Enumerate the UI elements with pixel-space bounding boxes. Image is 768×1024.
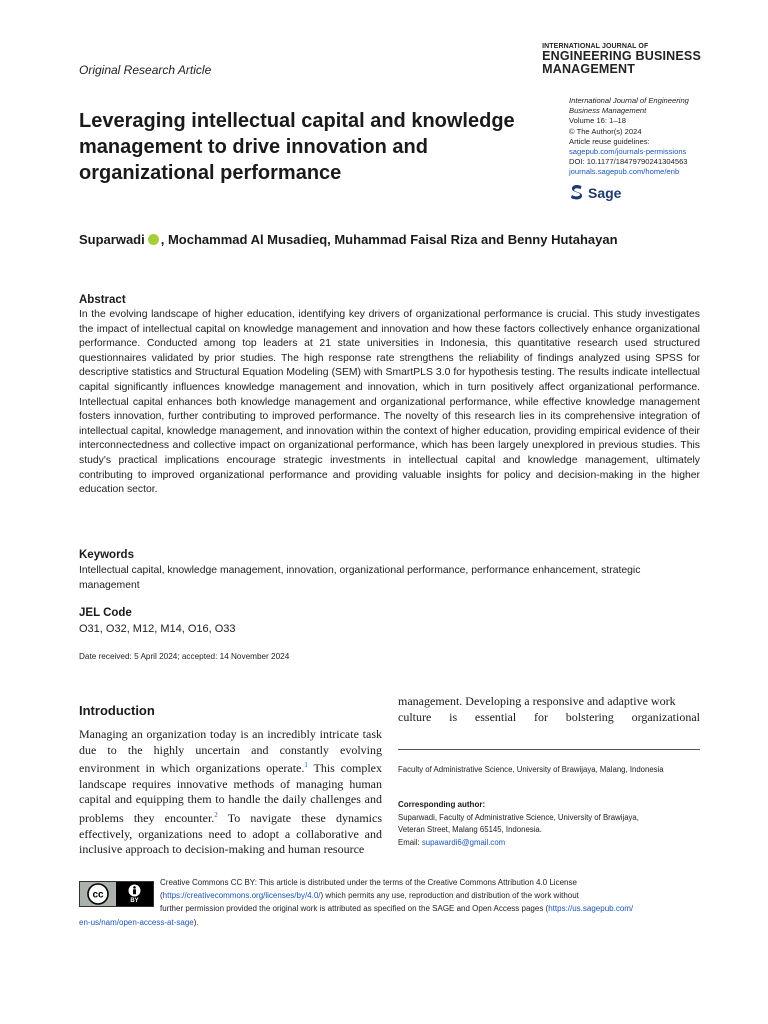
publisher-logo xyxy=(569,184,621,201)
dates-line: Date received: 5 April 2024; accepted: 14 November 2024 xyxy=(79,652,290,661)
orcid-icon[interactable] xyxy=(148,234,159,245)
corr-email-row xyxy=(398,837,700,849)
journal-brand-line3: MANAGEMENT xyxy=(542,61,636,76)
ref-2[interactable]: 2 xyxy=(214,810,218,819)
corr-line2: Veteran Street, Malang 65145, Indonesia. xyxy=(398,825,542,835)
abstract-heading: Abstract xyxy=(79,294,126,306)
intro-text-b: This complex landscape requires innovative methods of managing human capital and equipping them to handle the daily challenges and problems they encounter. xyxy=(79,761,382,825)
article-type: Original Research Article xyxy=(79,63,212,77)
license-line1: Creative Commons CC BY: This article is distributed under the terms of the Creative Commons Attribution 4.0 License xyxy=(160,878,577,887)
copyright: © The Author(s) 2024 xyxy=(569,126,642,136)
email-link[interactable]: supawardi6@gmail.com xyxy=(421,837,506,847)
introduction-heading: Introduction xyxy=(79,703,155,718)
journal-name-line1: International Journal of Engineering xyxy=(569,96,689,105)
corr-line1: Suparwadi, Faculty of Administrative Science, University of Brawijaya, xyxy=(398,813,639,822)
reuse-link[interactable]: sagepub.com/journals-permissions xyxy=(569,147,687,157)
keywords-text: Intellectual capital, knowledge management, innovation, organizational performance, performance enhancement, strategic management xyxy=(79,565,641,591)
introduction-paragraph xyxy=(79,727,382,858)
article-title: Leveraging intellectual capital and knowledge management to drive innovation and organizational performance xyxy=(79,110,515,184)
intro-text-c: To navigate these dynamics effectively, organizations need to adopt a collaborative and inclusive approach to decision-making and human resource xyxy=(79,810,383,857)
keywords-heading: Keywords xyxy=(79,549,134,561)
ref-1[interactable]: 1 xyxy=(304,761,308,770)
journal-link[interactable]: journals.sagepub.com/home/enb xyxy=(569,167,680,177)
license-line2: ) which permits any use, reproduction and distribution of the work without xyxy=(320,891,579,901)
footnote-divider xyxy=(398,749,700,750)
journal-brand-line2: ENGINEERING BUSINESS xyxy=(542,49,701,63)
volume: Volume 16: 1–18 xyxy=(569,116,626,126)
reuse-label: Article reuse guidelines: xyxy=(569,136,650,146)
license-line3: further permission provided the original work is attributed as specified on the SAGE and Open Access pages ( xyxy=(160,904,549,914)
corresponding-author xyxy=(398,812,700,849)
col2-line2: culture is essential for bolstering organizational xyxy=(398,709,700,724)
jel-codes: O31, O32, M12, M14, O16, O33 xyxy=(79,623,236,635)
oa-link-part2[interactable]: en-us/nam/open-access-at-sage xyxy=(79,917,194,927)
corresponding-author-heading: Corresponding author: xyxy=(398,800,486,809)
col2-line1: management. Developing a responsive and adaptive work xyxy=(398,694,676,708)
introduction-continued xyxy=(398,694,700,725)
author-rest: , Mochammad Al Musadieq, Muhammad Faisal Riza and Benny Hutahayan xyxy=(160,232,618,247)
journal-meta xyxy=(569,96,719,178)
author-list xyxy=(79,232,719,247)
license-end: ). xyxy=(193,917,199,927)
by-label: BY xyxy=(130,898,139,904)
license-link[interactable]: https://creativecommons.org/licenses/by/4.0/ xyxy=(162,891,321,901)
journal-brand-line1: INTERNATIONAL JOURNAL OF xyxy=(542,43,649,50)
author-first: Suparwadi xyxy=(79,232,145,247)
publisher-name: Sage xyxy=(588,184,622,201)
sage-s-icon xyxy=(569,184,584,201)
oa-link-part1[interactable]: https://us.sagepub.com/ xyxy=(548,904,634,914)
affiliation: Faculty of Administrative Science, University of Brawijaya, Malang, Indonesia xyxy=(398,765,664,774)
doi: DOI: 10.1177/18479790241304563 xyxy=(569,157,688,167)
svg-text:cc: cc xyxy=(92,889,104,901)
journal-brand-logo xyxy=(542,43,701,75)
email-label: Email: xyxy=(398,837,422,847)
intro-text-a: Managing an organization today is an incredibly intricate task due to the highly uncertain and constantly evolving environment in which organizations operate. xyxy=(79,727,382,776)
journal-name-line2: Business Management xyxy=(569,106,647,116)
abstract-text: In the evolving landscape of higher education, identifying key drivers of organizational performance is crucial. This study investigates the impact of intellectual capital on knowledge management and innovation and how these factors collectively enhance organizational performance. Conducted among top leaders at 21 state universities in Indonesia, this quantitative research used structured questionnaires validated by prior studies. The high response rate strengthens the reliability of findings analyzed using SPSS for descriptive statistics and Structural Equation Modeling (SEM) with SmartPLS 3.0 for hypothesis testing. The results indicate intellectual capital significantly influences knowledge management and innovation, which in turn positively affect organizational performance. Intellectual capital enhances both knowledge management and organizational performance, while effective knowledge management fosters innovation, further contributing to improved performance. The novelty of this research lies in its comprehensive integration of intellectual capital, knowledge management, and innovation within the context of higher education, providing empirical evidence of their interconnectedness and collective impact on organizational performance, which has been largely unexplored in previous studies. This study's practical implications encourage strategic investments in intellectual capital and knowledge management, ultimately contributing to improved organizational performance and providing valuable insights for policy and decision-making in the higher education sector. xyxy=(79,309,700,496)
jel-heading: JEL Code xyxy=(79,607,132,619)
license-text: Creative Commons CC BY: This article is distributed under the terms of the Creative Commons Attribution 4.0 License (https://creativecommons.org/licenses/by/4.0/) which permits any use, reproduction and distribution of the work without further permission provided the original work is attributed as specified on the SAGE and Open Access pages (https://us.sagepub.com/ en-us/nam/open-access-at-sage). xyxy=(79,878,634,927)
